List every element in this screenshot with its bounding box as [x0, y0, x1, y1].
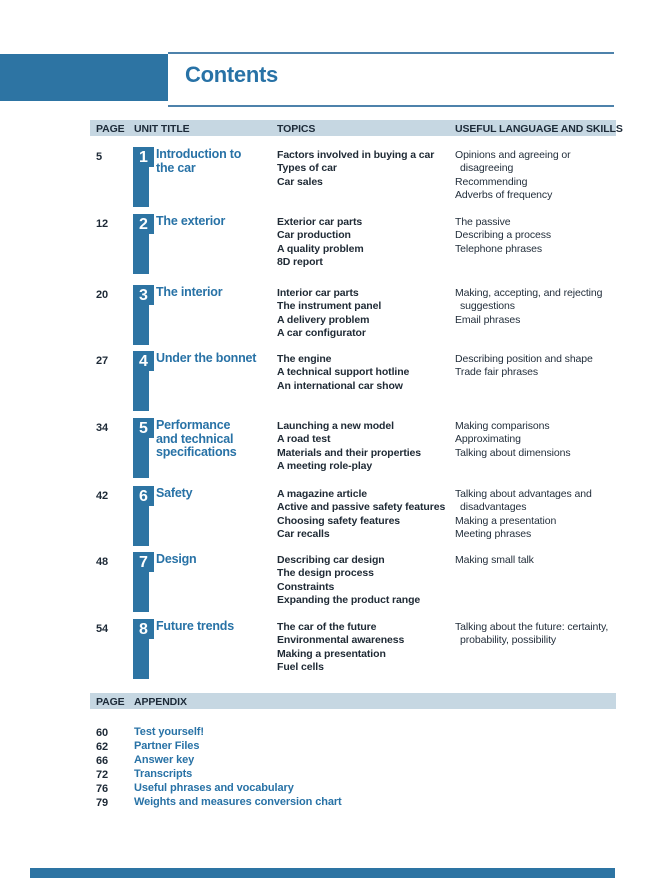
unit-skill-line: Making a presentation: [455, 514, 557, 527]
unit-page-number: 42: [96, 490, 109, 502]
unit-number: 4: [133, 351, 154, 371]
unit-skills: [455, 554, 534, 567]
unit-topic: Active and passive safety features: [277, 501, 446, 514]
unit-topic: An international car show: [277, 379, 403, 392]
unit-title-line: and technical: [156, 431, 234, 446]
unit-topics: [277, 621, 404, 674]
unit-topics: [277, 420, 421, 473]
unit-skill-line: Making, accepting, and rejecting: [455, 287, 603, 299]
unit-skill-line: Talking about the future: certainty,: [455, 621, 609, 633]
unit-skill-line: Talking about dimensions: [455, 446, 571, 459]
unit-badge-bar: [133, 371, 149, 411]
appendix-item: [0, 740, 665, 754]
title-underline-rule: [168, 105, 614, 107]
unit-title: [156, 553, 196, 567]
unit-skills: [455, 353, 593, 380]
unit-topic: The instrument panel: [277, 300, 382, 313]
appendix-title: Test yourself!: [134, 726, 204, 738]
unit-topic: Constraints: [277, 580, 335, 593]
appendix-page-number: 62: [96, 741, 109, 753]
unit-topic: Fuel cells: [277, 660, 324, 673]
unit-skill-line: Talking about advantages and: [455, 488, 592, 500]
column-header-topics: TOPICS: [277, 123, 316, 135]
unit-topic: The design process: [277, 567, 374, 580]
unit-skill-line: Adverbs of frequency: [455, 188, 553, 201]
column-header-unit-title: UNIT TITLE: [134, 123, 190, 135]
unit-topics: [277, 287, 381, 340]
unit-skills: [455, 287, 602, 327]
unit-topic: Factors involved in buying a car: [277, 149, 435, 161]
unit-skill-line: Trade fair phrases: [455, 366, 539, 379]
unit-number-badge: [133, 552, 154, 612]
unit-number: 1: [133, 147, 154, 167]
footer-bar: [30, 868, 615, 878]
unit-skill-line: probability, possibility: [460, 634, 557, 647]
unit-badge-bar: [133, 639, 149, 679]
unit-topic: Launching a new model: [277, 420, 394, 432]
unit-topics: [277, 149, 434, 189]
unit-number-badge: [133, 147, 154, 207]
appendix-page-number: 72: [96, 769, 109, 781]
appendix-title: Weights and measures conversion chart: [134, 796, 342, 808]
unit-number-badge: [133, 486, 154, 546]
title-band: [0, 54, 168, 101]
unit-number: 5: [133, 418, 154, 438]
unit-title: [156, 487, 192, 501]
unit-badge-bar: [133, 305, 149, 345]
unit-title: [156, 215, 225, 229]
unit-number-badge: [133, 214, 154, 274]
unit-topic: Describing car design: [277, 554, 385, 566]
unit-skill-line: Meeting phrases: [455, 527, 532, 540]
unit-topics: [277, 353, 409, 393]
unit-number: 2: [133, 214, 154, 234]
unit-page-number: 12: [96, 218, 109, 230]
unit-page-number: 27: [96, 355, 109, 367]
unit-badge-bar: [133, 234, 149, 274]
unit-skill-line: Describing position and shape: [455, 353, 593, 365]
unit-title: [156, 148, 241, 175]
unit-topic: A quality problem: [277, 242, 364, 255]
column-header-page: PAGE: [96, 123, 125, 135]
top-rule: [168, 52, 614, 54]
unit-page-number: 48: [96, 556, 109, 568]
unit-topic: A meeting role-play: [277, 459, 373, 472]
unit-topic: A technical support hotline: [277, 366, 410, 379]
unit-skill-line: suggestions: [460, 300, 515, 313]
unit-topic: 8D report: [277, 255, 323, 268]
unit-title-line: Safety: [156, 486, 193, 500]
appendix-header-page: PAGE: [96, 696, 125, 708]
appendix-item: [0, 726, 665, 740]
appendix-page-number: 66: [96, 755, 109, 767]
unit-skill-line: Recommending: [455, 175, 528, 188]
unit-skill-line: Email phrases: [455, 313, 521, 326]
unit-number: 3: [133, 285, 154, 305]
unit-skills: [455, 621, 608, 648]
unit-topic: Car production: [277, 229, 351, 242]
appendix-item: [0, 754, 665, 768]
unit-badge-bar: [133, 506, 149, 546]
unit-skill-line: Making small talk: [455, 554, 534, 566]
appendix-page-number: 79: [96, 797, 109, 809]
unit-topics: [277, 554, 420, 607]
appendix-title: Useful phrases and vocabulary: [134, 782, 294, 794]
unit-topic: Exterior car parts: [277, 216, 363, 228]
unit-topic: Choosing safety features: [277, 514, 401, 527]
unit-number: 7: [133, 552, 154, 572]
unit-topic: Making a presentation: [277, 647, 386, 660]
unit-title: [156, 419, 237, 460]
unit-topic: A road test: [277, 433, 331, 446]
unit-page-number: 20: [96, 289, 109, 301]
unit-topic: Types of car: [277, 162, 337, 175]
unit-title-line: Performance: [156, 418, 231, 432]
unit-topic: A car configurator: [277, 326, 366, 339]
unit-skill-line: Making comparisons: [455, 420, 550, 432]
page-title: Contents: [185, 62, 278, 87]
appendix-title: Transcripts: [134, 768, 193, 780]
unit-title-line: Under the bonnet: [156, 351, 257, 365]
unit-title-line: The exterior: [156, 214, 226, 228]
unit-topic: Expanding the product range: [277, 593, 421, 606]
unit-title-line: Future trends: [156, 619, 234, 633]
appendix-page-number: 76: [96, 783, 109, 795]
unit-topic: Interior car parts: [277, 287, 359, 299]
appendix-title: Answer key: [134, 754, 195, 766]
unit-skills: [455, 216, 551, 256]
unit-title: [156, 620, 234, 634]
unit-topic: The car of the future: [277, 621, 377, 633]
unit-skill-line: Telephone phrases: [455, 242, 543, 255]
appendix-header-title: APPENDIX: [134, 696, 187, 708]
unit-topic: Environmental awareness: [277, 634, 405, 647]
appendix-item: [0, 796, 665, 810]
unit-topic: A magazine article: [277, 488, 368, 500]
unit-topic: Car recalls: [277, 527, 330, 540]
unit-page-number: 54: [96, 623, 109, 635]
appendix-header: [90, 693, 616, 709]
column-header-skills: USEFUL LANGUAGE AND SKILLS: [455, 123, 623, 135]
unit-title-line: Design: [156, 552, 197, 566]
unit-badge-bar: [133, 572, 149, 612]
unit-skills: [455, 488, 592, 541]
unit-skills: [455, 149, 571, 202]
unit-number-badge: [133, 619, 154, 679]
unit-skill-line: disagreeing: [460, 162, 514, 175]
unit-number-badge: [133, 351, 154, 411]
unit-title-line: The interior: [156, 285, 223, 299]
appendix-item: [0, 782, 665, 796]
unit-topics: [277, 488, 445, 541]
unit-title-line: specifications: [156, 445, 237, 459]
unit-skill-line: disadvantages: [460, 501, 527, 514]
unit-topic: Materials and their properties: [277, 446, 422, 459]
appendix-page-number: 60: [96, 727, 109, 739]
unit-page-number: 34: [96, 422, 109, 434]
unit-skill-line: The passive: [455, 216, 511, 228]
unit-skill-line: Approximating: [455, 433, 521, 446]
unit-number: 6: [133, 486, 154, 506]
unit-skill-line: Describing a process: [455, 229, 552, 242]
appendix-item: [0, 768, 665, 782]
unit-title: [156, 352, 256, 366]
unit-number-badge: [133, 418, 154, 478]
unit-page-number: 5: [96, 151, 103, 163]
unit-number-badge: [133, 285, 154, 345]
unit-title-line: Introduction to: [156, 147, 242, 161]
unit-skill-line: Opinions and agreeing or: [455, 149, 571, 161]
unit-topic: The engine: [277, 353, 332, 365]
unit-badge-bar: [133, 438, 149, 478]
unit-title-line: the car: [156, 160, 196, 175]
unit-number: 8: [133, 619, 154, 639]
unit-title: [156, 286, 222, 300]
unit-topic: A delivery problem: [277, 313, 370, 326]
table-header: [90, 120, 623, 136]
unit-badge-bar: [133, 167, 149, 207]
unit-topic: Car sales: [277, 175, 323, 188]
appendix-title: Partner Files: [134, 740, 200, 752]
unit-skills: [455, 420, 571, 460]
unit-topics: [277, 216, 364, 269]
